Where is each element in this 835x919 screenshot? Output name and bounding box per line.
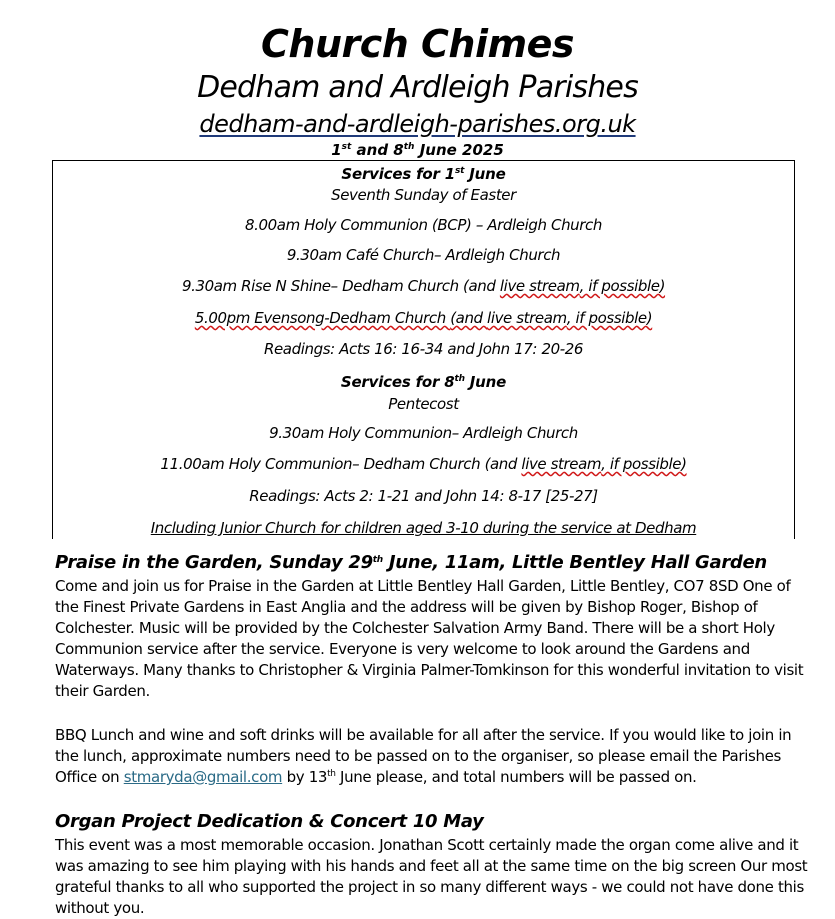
page-title: Church Chimes (261, 22, 574, 66)
website-link-row (0, 110, 835, 138)
organ-paragraph: This event was a most memorable occasion. Jonathan Scott certainly made the organ come alive and it was amazing to see him playing with his hands and feet all at the same time on the big screen Our most grateful thanks to all who supported the project in so many different ways - we could not have done this without you. (55, 836, 808, 917)
services1-occasion: Seventh Sunday of Easter (331, 186, 516, 204)
services2-line2: 11.00am Holy Communion– Dedham Church (and live stream, if possible) (160, 455, 687, 473)
live-stream-link[interactable]: live stream (521, 455, 602, 473)
services1-line2: 9.30am Café Church– Ardleigh Church (286, 246, 561, 264)
services2-readings: Readings: Acts 2: 1-21 and John 14: 8-17 [25-27] (249, 487, 598, 505)
page-subtitle: Dedham and Ardleigh Parishes (197, 70, 638, 105)
email-link[interactable]: stmaryda@gmail.com (123, 768, 283, 786)
praise-paragraph-2: BBQ Lunch and wine and soft drinks will be available for all after the service. If you would like to join in the lunch, approximate numbers need to be passed on to the organiser, so please email the Parishes Office on stmaryda@gmail.com by 13th June please, and total numbers will be passed on. (55, 726, 792, 786)
live-stream-link[interactable]: live stream (487, 309, 567, 327)
praise-paragraph-1: Come and join us for Praise in the Garden at Little Bentley Hall Garden, Little Bentley, CO7 8SD One of the Finest Private Gardens in East Anglia and the address will be given by Bishop Roger, Bishop of Colchester. Music will be provided by the Colchester Salvation Army Band. There will be a short Holy Communion service after the service. Everyone is very welcome to look around the Gardens and Waterways. Many thanks to Christopher & Virginia Palmer-Tomkinson for this wonderful invitation to visit their Garden. (55, 577, 804, 700)
organ-heading: Organ Project Dedication & Concert 10 May (55, 811, 484, 832)
junior-church-note: Including Junior Church for children aged 3-10 during the service at Dedham (150, 519, 697, 537)
live-stream-link[interactable]: live stream (499, 277, 580, 295)
services1-line4: 5.00pm Evensong-Dedham Church (and live stream, if possible) (194, 309, 653, 327)
services2-heading: Services for 8th June (340, 373, 507, 391)
services1-line3: 9.30am Rise N Shine– Dedham Church (and live stream, if possible) (181, 277, 666, 295)
services1-readings: Readings: Acts 16: 16-34 and John 17: 20-26 (263, 340, 584, 358)
services2-line1: 9.30am Holy Communion– Ardleigh Church (269, 424, 578, 442)
issue-dates: 1st and 8th June 2025 (331, 141, 504, 159)
website-link[interactable]: dedham-and-ardleigh-parishes.org.uk (199, 110, 636, 138)
services1-heading: Services for 1st June (341, 165, 506, 183)
praise-heading: Praise in the Garden, Sunday 29th June, 11am, Little Bentley Hall Garden (55, 552, 767, 573)
services1-line1: 8.00am Holy Communion (BCP) – Ardleigh Church (244, 216, 602, 234)
services2-occasion: Pentecost (388, 395, 459, 413)
